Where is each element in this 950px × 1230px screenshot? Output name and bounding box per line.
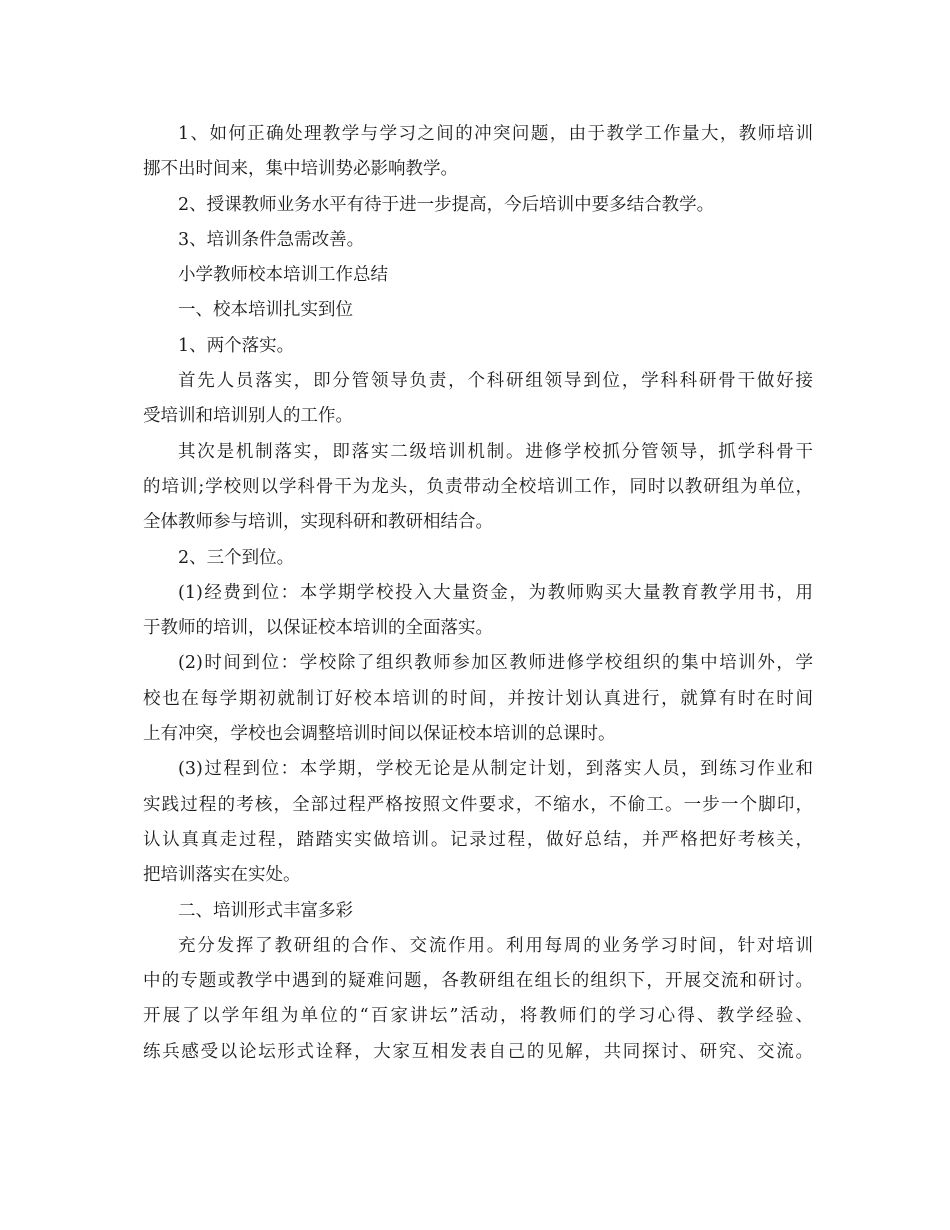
text-line: 校也在每学期初就制订好校本培训的时间，并按计划认真进行，就算有时在时间: [143, 688, 813, 709]
text-line: 2、授课教师业务水平有待于进一步提高，今后培训中要多结合教学。: [178, 194, 715, 215]
text-line: 1、如何正确处理教学与学习之间的冲突问题，由于教学工作量大，教师培训: [178, 124, 813, 144]
text-line: (2)时间到位：学校除了组织教师参加区教师进修学校组织的集中培训外，学: [178, 653, 813, 674]
text-line: 认认真真走过程，踏踏实实做培训。记录过程，做好总结，并严格把好考核关，: [143, 829, 813, 850]
text-line: 2、三个到位。: [178, 547, 295, 568]
text-line: 二、培训形式丰富多彩: [178, 900, 353, 921]
text-line: 练兵感受以论坛形式诠释，大家互相发表自己的见解，共同探讨、研究、交流。: [143, 1041, 813, 1062]
text-line: 的培训;学校则以学科骨干为龙头，负责带动全校培训工作，同时以教研组为单位，: [143, 476, 813, 497]
text-line: 其次是机制落实，即落实二级培训机制。进修学校抓分管领导，抓学科骨干: [178, 441, 813, 462]
text-line: 充分发挥了教研组的合作、交流作用。利用每周的业务学习时间，针对培训: [178, 935, 813, 956]
text-line: 3、培训条件急需改善。: [178, 229, 365, 250]
text-line: 首先人员落实，即分管领导负责，个科研组领导到位，学科科研骨干做好接: [178, 371, 813, 392]
text-line: 上有冲突，学校也会调整培训时间以保证校本培训的总课时。: [143, 724, 616, 745]
text-line: (3)过程到位：本学期，学校无论是从制定计划，到落实人员，到练习作业和: [178, 759, 813, 780]
text-line: 受培训和培训别人的工作。: [143, 406, 353, 427]
text-line: (1)经费到位：本学期学校投入大量资金，为教师购买大量教育教学用书，用: [178, 582, 813, 603]
text-line: 小学教师校本培训工作总结: [178, 265, 388, 286]
document-body: [143, 117, 813, 1070]
text-line: 开展了以学年组为单位的“百家讲坛”活动，将教师们的学习心得、教学经验、: [143, 1006, 813, 1027]
text-line: 一、校本培训扎实到位: [178, 300, 353, 321]
text-line: 1、两个落实。: [178, 335, 295, 356]
text-line: 挪不出时间来，集中培训势必影响教学。: [143, 159, 458, 180]
text-line: 中的专题或教学中遇到的疑难问题，各教研组在组长的组织下，开展交流和研讨。: [143, 971, 813, 992]
text-line: 把培训落实在实处。: [143, 865, 301, 886]
text-line: 于教师的培训，以保证校本培训的全面落实。: [143, 618, 493, 639]
text-line: 实践过程的考核，全部过程严格按照文件要求，不缩水，不偷工。一步一个脚印，: [143, 794, 813, 815]
text-line: 全体教师参与培训，实现科研和教研相结合。: [143, 512, 493, 533]
